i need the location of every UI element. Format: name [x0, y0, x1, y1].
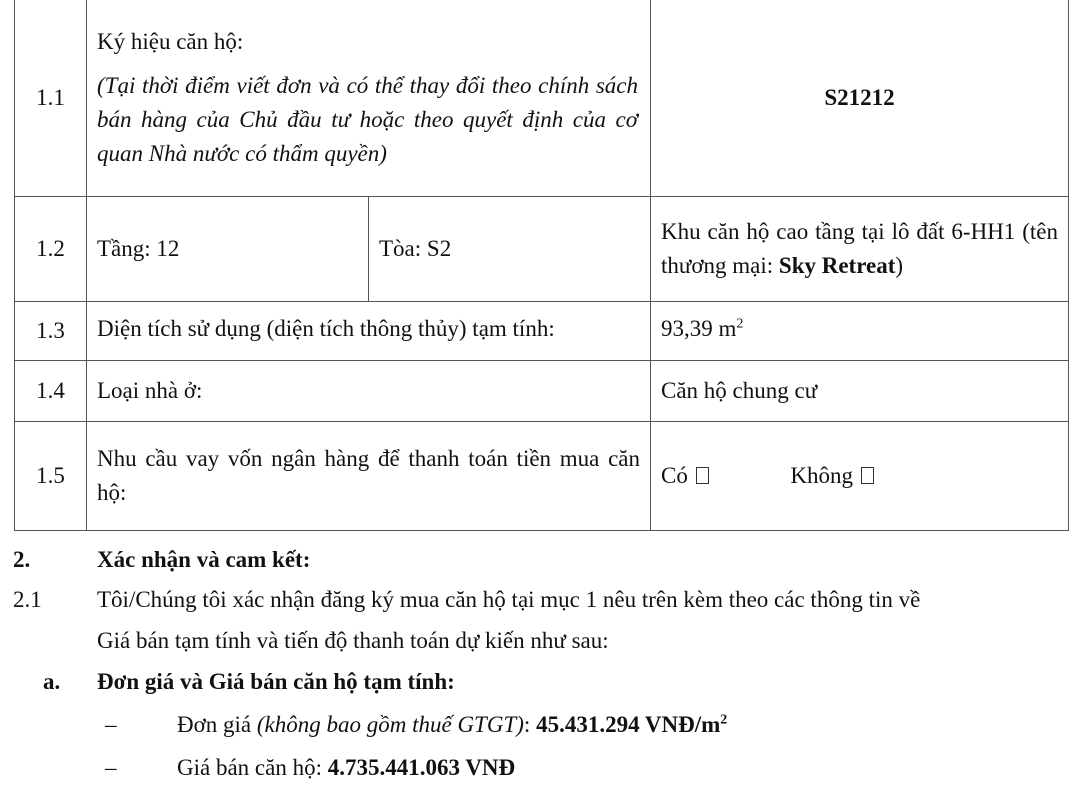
section-2-title: Xác nhận và cam kết:	[97, 547, 311, 572]
table-row	[15, 422, 1069, 531]
sub-a-heading	[43, 667, 455, 697]
unit-price-bullet	[105, 710, 727, 740]
unit-price-sup: 2	[720, 712, 728, 728]
project-name-suffix: )	[895, 253, 904, 278]
apartment-code-label-cell	[87, 0, 651, 197]
bullet-dash: –	[105, 755, 117, 780]
table-row	[15, 0, 1069, 197]
loan-need-options	[651, 422, 1069, 531]
section-2-heading	[13, 545, 310, 575]
floor-cell: Tầng: 12	[87, 197, 369, 302]
bullet-dash: –	[105, 712, 117, 737]
section-2-number: 2.	[13, 547, 31, 572]
apartment-code-note: (Tại thời điểm viết đơn và có thể thay đổi theo chính sách bán hàng của Chủ đầu tư hoặc theo quyết định của cơ quan Nhà nước có thẩm quyền)	[97, 72, 638, 166]
unit-price-note: (không bao gồm thuế GTGT)	[256, 712, 524, 737]
project-commercial-name: Sky Retreat	[778, 253, 896, 278]
unit-price-value: 45.431.294 VNĐ/m	[536, 712, 721, 737]
unit-price-sep: :	[523, 712, 537, 737]
item-2-1-line1: Tôi/Chúng tôi xác nhận đăng ký mua căn hộ tại mục 1 nêu trên kèm theo các thông tin về	[97, 587, 921, 612]
item-2-1-number: 2.1	[13, 587, 42, 612]
sale-price-value: 4.735.441.063 VNĐ	[327, 755, 516, 780]
sale-price-bullet	[105, 753, 515, 783]
apartment-info-table	[14, 0, 1069, 531]
tower-cell: Tòa: S2	[369, 197, 651, 302]
loan-need-label: Nhu cầu vay vốn ngân hàng để thanh toán tiền mua căn hộ:	[87, 422, 651, 531]
table-row	[15, 197, 1069, 302]
apartment-code-label: Ký hiệu căn hộ:	[97, 28, 244, 54]
housing-type-value: Căn hộ chung cư	[651, 361, 1069, 422]
table-row	[15, 361, 1069, 422]
item-2-1	[13, 585, 920, 615]
table-row	[15, 302, 1069, 361]
project-cell	[651, 197, 1069, 302]
item-2-1-line2: Giá bán tạm tính và tiến độ thanh toán dự kiến như sau:	[97, 628, 609, 653]
housing-type-label: Loại nhà ở:	[87, 361, 651, 422]
area-value: 93,39 m	[661, 316, 737, 341]
row-number: 1.2	[15, 197, 87, 302]
option-yes-checkbox[interactable]	[696, 467, 709, 484]
sub-a-number: a.	[43, 669, 61, 694]
row-number: 1.5	[15, 422, 87, 531]
area-unit-sup: 2	[736, 316, 744, 332]
option-yes-label: Có	[661, 463, 688, 488]
sale-price-label: Giá bán căn hộ:	[177, 755, 328, 780]
row-number: 1.3	[15, 302, 87, 361]
option-no-checkbox[interactable]	[861, 467, 874, 484]
area-value-cell	[651, 302, 1069, 361]
apartment-code-value: S21212	[651, 0, 1069, 197]
row-number: 1.4	[15, 361, 87, 422]
area-label: Diện tích sử dụng (diện tích thông thủy) tạm tính:	[87, 302, 651, 361]
sub-a-title: Đơn giá và Giá bán căn hộ tạm tính:	[97, 669, 455, 694]
option-no-label: Không	[790, 463, 853, 488]
unit-price-label: Đơn giá	[177, 712, 257, 737]
row-number: 1.1	[15, 0, 87, 197]
project-name-prefix: Khu căn hộ cao tầng tại lô đất 6-HH1 (tên thương mại:	[661, 219, 1058, 278]
